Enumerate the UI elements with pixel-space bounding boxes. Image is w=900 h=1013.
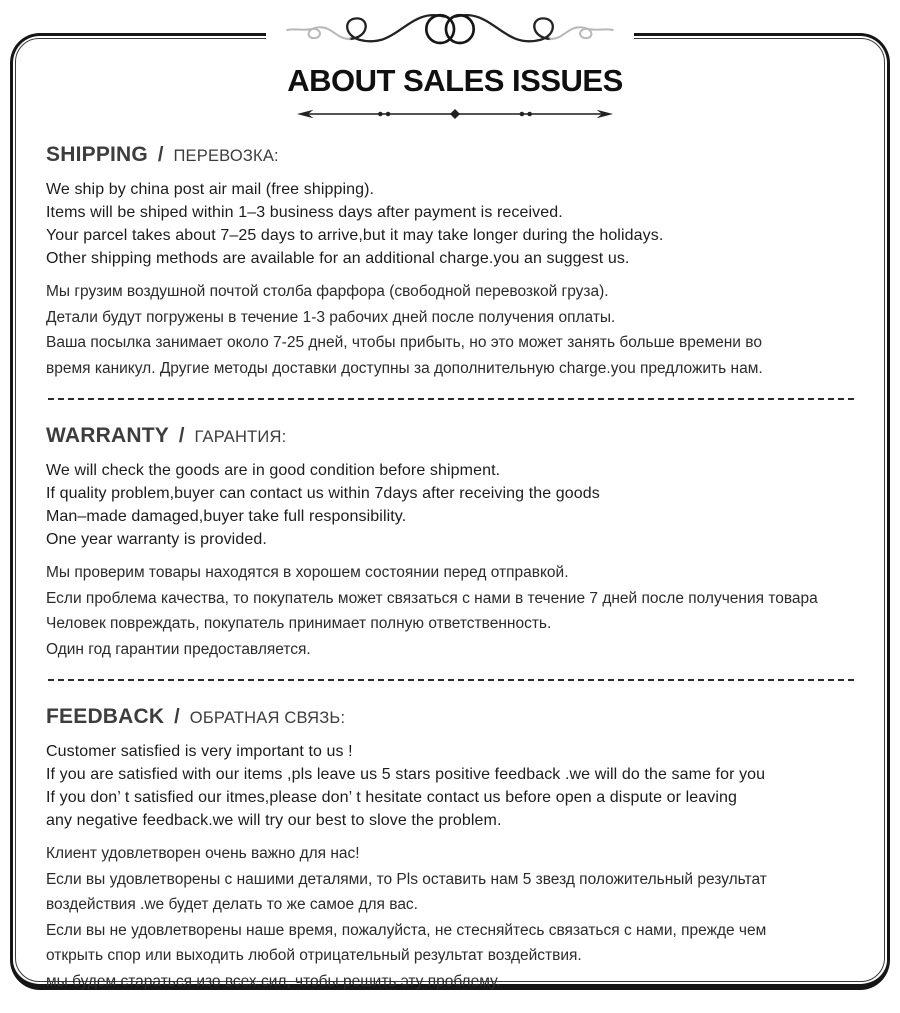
shipping-heading-en: SHIPPING	[46, 143, 148, 166]
feedback-heading-en: FEEDBACK	[46, 705, 165, 728]
text-line: If you don’ t satisfied our itmes,please don’ t hesitate contact us before open a dispute or leaving	[46, 789, 738, 806]
section-divider	[48, 398, 858, 400]
shipping-text-en	[46, 178, 864, 270]
heading-separator: /	[157, 144, 164, 166]
text-line: Мы проверим товары находятся в хорошем состоянии перед отправкой.	[46, 564, 569, 581]
shipping-heading-ru: ПЕРЕВОЗКА:	[173, 147, 279, 165]
text-line: Other shipping methods are available for an additional charge.you an suggest us.	[46, 250, 630, 267]
title-divider-ornament	[46, 106, 864, 122]
warranty-text-en	[46, 459, 864, 551]
section-feedback	[46, 702, 864, 994]
text-line: воздействия .we будет делать то же самое для вас.	[46, 896, 418, 913]
text-line: any negative feedback.we will try our best to slove the problem.	[46, 812, 502, 829]
text-line: время каникул. Другие методы доставки доступны за дополнительную charge.you предложить нам.	[46, 359, 763, 377]
section-warranty	[46, 421, 864, 662]
warranty-heading-ru: ГАРАНТИЯ:	[194, 428, 287, 446]
page-title: ABOUT SALES ISSUES	[287, 63, 623, 98]
sales-issues-card	[10, 33, 890, 990]
text-line: Мы грузим воздушной почтой столба фарфора (свободной перевозкой груза).	[46, 283, 609, 300]
feedback-text-en	[46, 740, 864, 832]
warranty-heading-en: WARRANTY	[46, 424, 169, 447]
text-line: Man–made damaged,buyer take full responsibility.	[46, 508, 407, 525]
title-divider-icon	[295, 106, 615, 122]
text-line: If quality problem,buyer can contact us within 7days after receiving the goods	[46, 485, 600, 502]
heading-separator: /	[174, 706, 180, 728]
text-line: Items will be shiped within 1–3 business days after payment is received.	[46, 204, 563, 221]
text-line: If you are satisfied with our items ,pls leave us 5 stars positive feedback .we will do the same for you	[46, 766, 766, 783]
feedback-heading-ru: ОБРАТНАЯ СВЯЗЬ:	[189, 709, 346, 727]
warranty-text-ru	[46, 560, 864, 662]
card-inner-border	[15, 38, 885, 990]
flourish-icon	[280, 2, 620, 58]
text-line: Клиент удовлетворен очень важно для нас!	[46, 845, 360, 862]
warranty-heading	[46, 421, 864, 449]
shipping-heading	[46, 140, 864, 168]
text-line: Детали будут погружены в течение 1-3 рабочих дней после получения оплаты.	[46, 308, 616, 326]
text-line: Один год гарантии предоставляется.	[46, 640, 311, 658]
text-line: Customer satisfied is very important to us !	[46, 743, 353, 760]
text-line: Ваша посылка занимает около 7-25 дней, чтобы прибыть, но это может занять больше времени во	[46, 334, 762, 351]
top-flourish-ornament	[266, 2, 634, 58]
text-line: мы будем стараться изо всех сил, чтобы решить эту проблему.	[46, 972, 501, 990]
feedback-text-ru	[46, 841, 864, 994]
text-line: Your parcel takes about 7–25 days to arrive,but it may take longer during the holidays.	[46, 227, 664, 244]
section-divider	[48, 679, 858, 681]
text-line: открыть спор или выходить любой отрицательный результат воздействия.	[46, 947, 582, 964]
text-line: We will check the goods are in good condition before shipment.	[46, 462, 501, 479]
text-line: Если проблема качества, то покупатель может связаться с нами в течение 7 дней после получения товара	[46, 589, 818, 607]
title-block	[46, 63, 864, 122]
text-line: We ship by china post air mail (free shipping).	[46, 181, 375, 198]
text-line: Человек повреждать, покупатель принимает полную ответственность.	[46, 615, 552, 632]
text-line: One year warranty is provided.	[46, 531, 267, 548]
shipping-text-ru	[46, 279, 864, 381]
text-line: Если вы удовлетворены с нашими деталями, то Pls оставить нам 5 звезд положительный результат	[46, 870, 767, 888]
text-line: Если вы не удовлетворены наше время, пожалуйста, не стесняйтесь связаться с нами, прежде чем	[46, 921, 767, 939]
heading-separator: /	[178, 425, 185, 447]
feedback-heading	[46, 702, 864, 730]
section-shipping	[46, 140, 864, 381]
